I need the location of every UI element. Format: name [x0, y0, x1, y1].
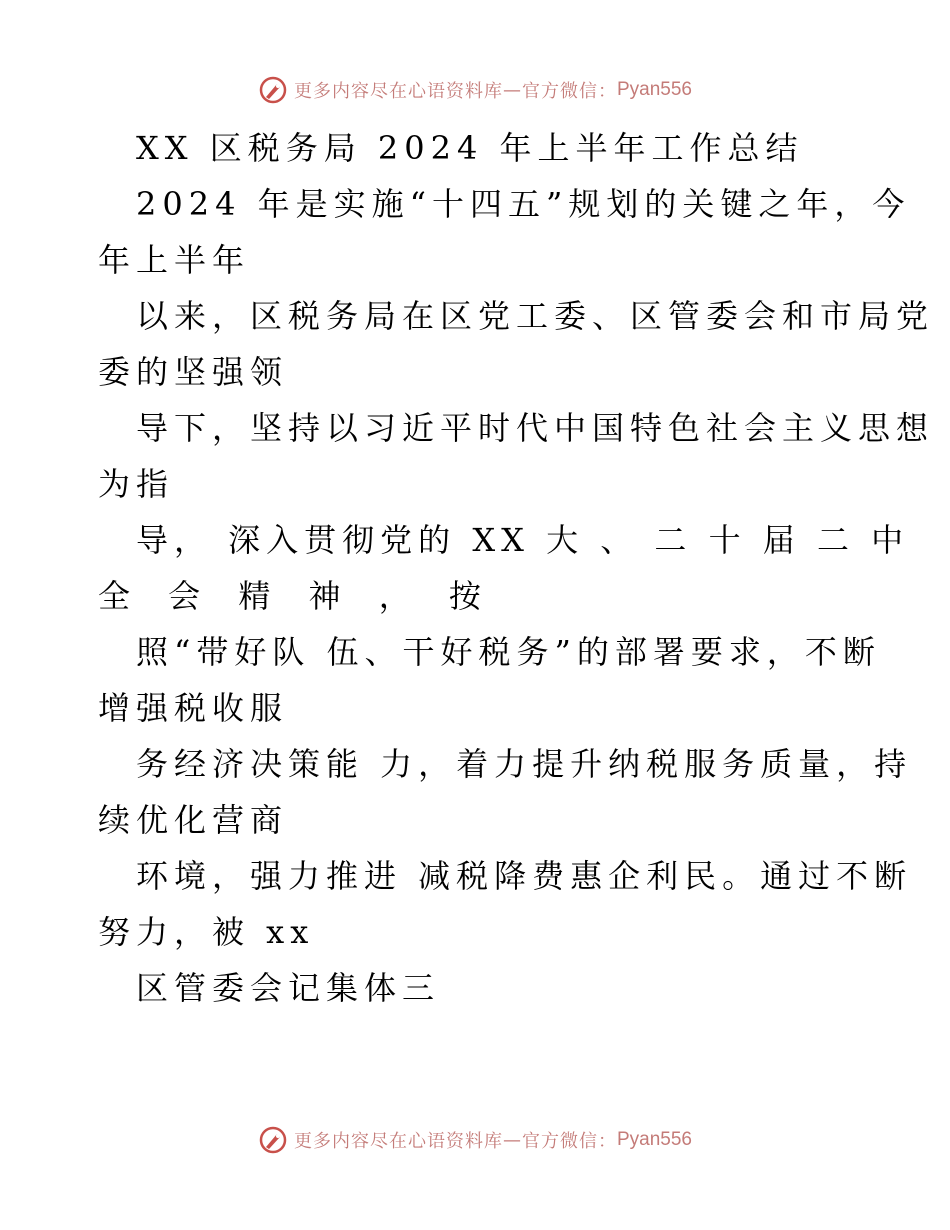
document-body: [98, 120, 935, 1016]
paragraph-line: 以来，区税务局在区党工委、区管委会和市局党: [136, 297, 935, 335]
watermark-separator: —: [502, 79, 522, 101]
paragraph-line: 委的坚强领: [98, 353, 289, 391]
watermark-text: 更多内容尽在心语资料库: [293, 1131, 503, 1152]
pen-nib-logo-icon: [258, 1125, 288, 1155]
watermark-text: 更多内容尽在心语资料库: [293, 81, 503, 102]
paragraph-line: 续优化营商: [98, 801, 289, 839]
watermark-separator: —: [502, 1129, 522, 1151]
paragraph-line: 努力，被 xx: [98, 913, 315, 951]
watermark-label: 官方微信：: [521, 81, 617, 102]
paragraph-line: 导， 深入贯彻党的 XX 大 、 二 十 届 二 中: [136, 521, 910, 559]
watermark-handle: Pyan556: [616, 1129, 692, 1150]
paragraph-line: 为指: [98, 465, 175, 503]
footer-watermark: [0, 1120, 950, 1160]
header-watermark: [0, 70, 950, 110]
paragraph-line: 区管委会记集体三: [136, 969, 441, 1007]
paragraph-line: 环境，强力推进 减税降费惠企利民。通过不断: [136, 857, 913, 895]
paragraph-line: 年上半年: [98, 241, 251, 279]
paragraph-line: 全 会 精 神 ， 按: [98, 577, 495, 615]
paragraph-line: 增强税收服: [98, 689, 289, 727]
document-title: XX 区税务局 2024 年上半年工作总结: [136, 129, 804, 167]
pen-nib-logo-icon: [258, 75, 288, 105]
watermark-label: 官方微信：: [521, 1131, 617, 1152]
watermark-handle: Pyan556: [616, 79, 692, 100]
paragraph-line: 导下，坚持以习近平时代中国特色社会主义思想: [136, 409, 935, 447]
paragraph-line: 务经济决策能 力，着力提升纳税服务质量，持: [136, 745, 913, 783]
paragraph-line: 2024 年是实施“十四五”规划的关键之年，今: [136, 185, 911, 223]
paragraph-line: 照“带好队 伍、干好税务”的部署要求，不断: [136, 633, 881, 671]
